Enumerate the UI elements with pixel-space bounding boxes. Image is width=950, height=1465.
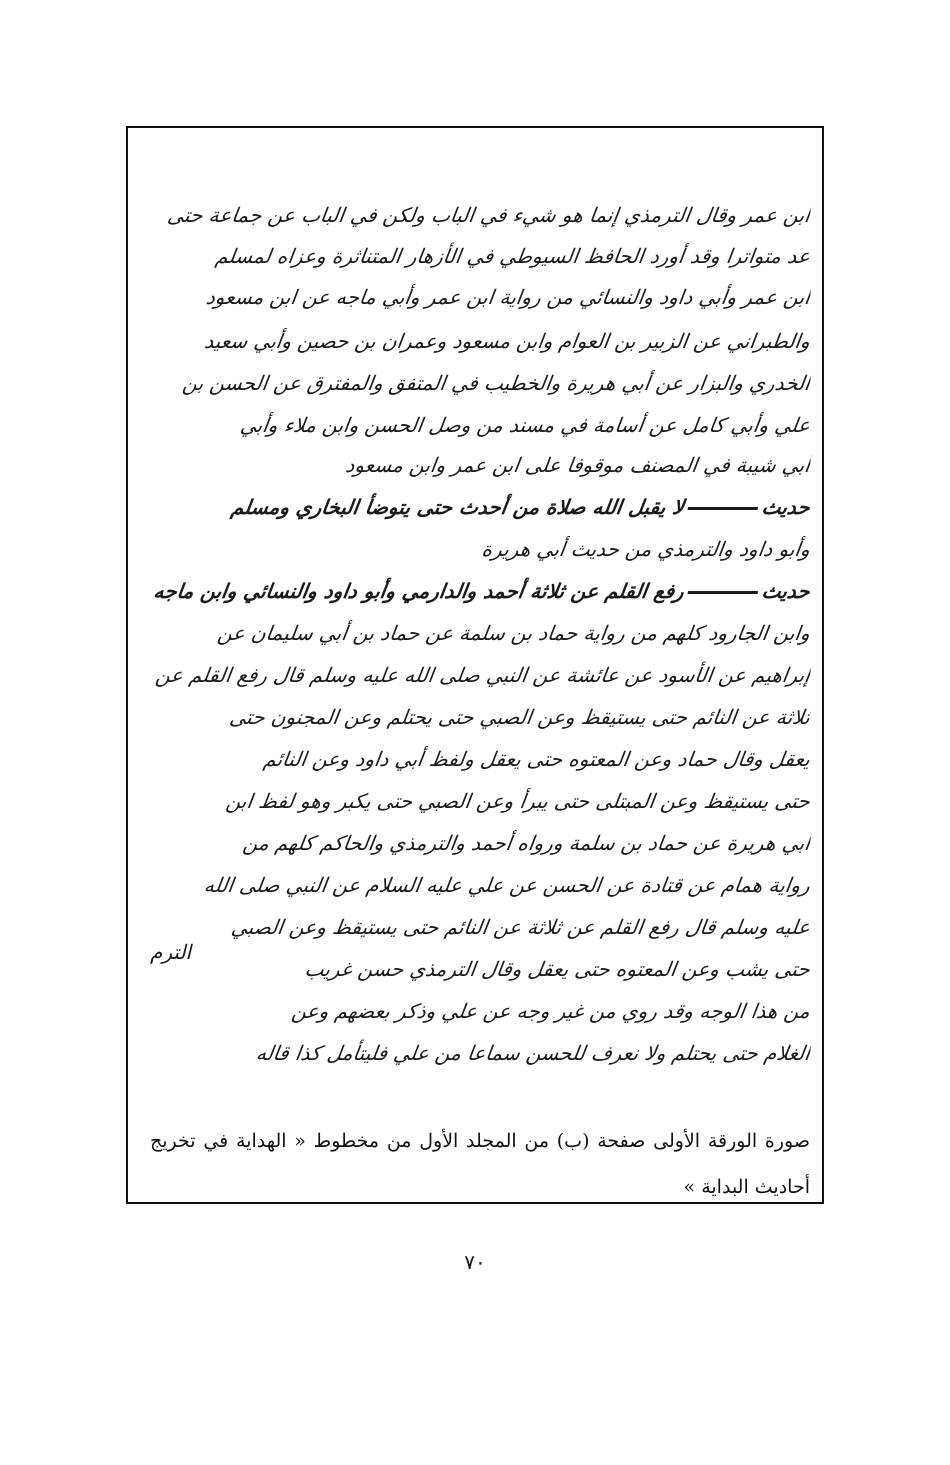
hadith-text: رفع القلم عن ثلاثة أحمد والدارمي وأبو داود والنسائي وابن ماجه <box>152 579 686 603</box>
heading-dash <box>688 591 758 594</box>
manuscript-line: الخدري والبزار عن أبي هريرة والخطيب في المتفق والمفترق عن الحسن بن <box>181 371 812 395</box>
manuscript-line: أبي هريرة عن حماد بن سلمة ورواه أحمد والترمذي والحاكم كلهم من <box>241 831 812 855</box>
manuscript-line: أبي شيبة في المصنف موقوفا على ابن عمر وابن مسعود <box>344 453 812 477</box>
manuscript-line: رواية همام عن قتادة عن الحسن عن علي عليه السلام عن النبي صلى الله <box>202 873 812 897</box>
hadith-heading-line <box>147 572 812 610</box>
manuscript-line: يعقل وقال حماد وعن المعتوه حتى يعقل ولفظ أبي داود وعن النائم <box>261 747 812 771</box>
hadith-label: حديث <box>760 495 812 519</box>
manuscript-line: وأبو داود والترمذي من حديث أبي هريرة <box>480 537 812 561</box>
page-number: ٧٠ <box>464 1250 486 1274</box>
manuscript-line: ثلاثة عن النائم حتى يستيقظ وعن الصبي حتى يحتلم وعن المجنون حتى <box>228 705 812 729</box>
manuscript-line: حتى يستيقظ وعن المبتلى حتى يبرأ وعن الصبي حتى يكبر وهو لفظ ابن <box>224 789 812 813</box>
hadith-heading-line <box>147 488 812 526</box>
hadith-text: لا يقبل الله صلاة من أحدث حتى يتوضأ البخاري ومسلم <box>229 495 686 519</box>
manuscript-line: ابن عمر وقال الترمذي إنما هو شيء في الباب ولكن في الباب عن جماعة حتى <box>165 203 812 227</box>
manuscript-line: ابن عمر وأبي داود والنسائي من رواية ابن عمر وأبي ماجه عن ابن مسعود <box>204 285 812 309</box>
hadith-label: حديث <box>760 579 812 603</box>
heading-dash <box>688 507 758 510</box>
manuscript-line: عليه وسلم قال رفع القلم عن ثلاثة عن النائم حتى يستيقظ وعن الصبي <box>229 915 812 939</box>
manuscript-line: والطبراني عن الزبير بن العوام وابن مسعود وعمران بن حصين وأبي سعيد <box>202 329 812 353</box>
manuscript-line: الغلام حتى يحتلم ولا نعرف للحسن سماعا من علي فليتأمل كذا قاله <box>254 1041 812 1065</box>
manuscript-line: من هذا الوجه وقد روي من غير وجه عن علي وذكر بعضهم وعن <box>290 999 812 1023</box>
figure-caption: صورة الورقة الأولى صفحة (ب) من المجلد الأول من مخطوط « الهداية في تخريج أحاديث البداية » <box>150 1130 810 1198</box>
manuscript-line: إبراهيم عن الأسود عن عائشة عن النبي صلى الله عليه وسلم قال رفع القلم عن <box>154 663 812 687</box>
manuscript-image <box>150 196 810 1084</box>
manuscript-line: علي وأبي كامل عن أسامة في مسند من وصل الحسن وابن ملاء وأبي <box>238 413 812 437</box>
manuscript-line: حتى يشب وعن المعتوه حتى يعقل وقال الترمذي حسن غريب <box>303 957 812 981</box>
manuscript-line: وابن الجارود كلهم من رواية حماد بن سلمة عن حماد بن أبي سليمان عن <box>216 621 812 645</box>
margin-note: الترم <box>150 940 192 964</box>
manuscript-line: عد متواترا وقد أورد الحافظ السيوطي في الأزهار المتناثرة وعزاه لمسلم <box>213 244 812 268</box>
